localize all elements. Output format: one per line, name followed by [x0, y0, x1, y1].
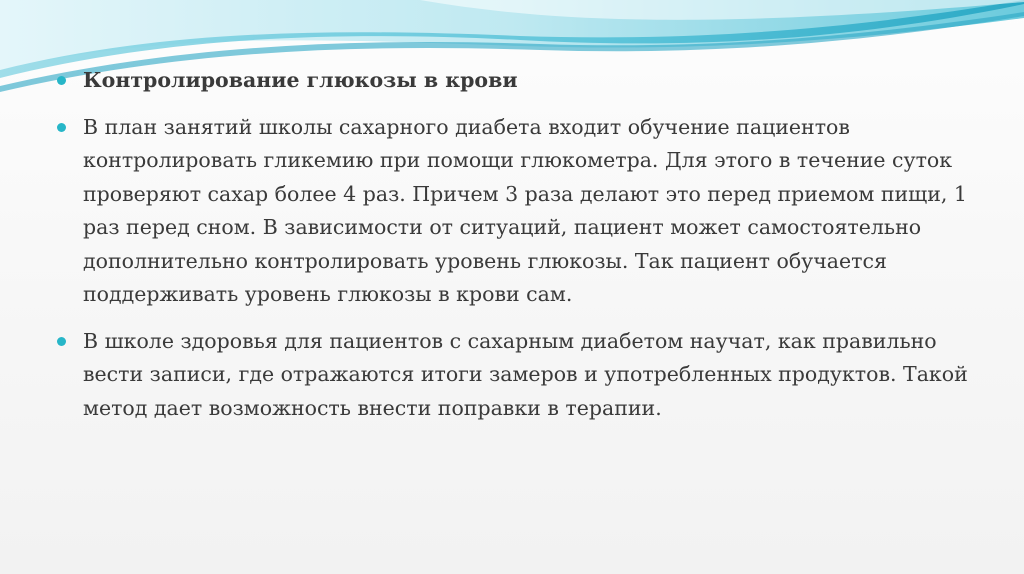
bullet-dot-icon — [57, 76, 66, 85]
bullet-text: В план занятий школы сахарного диабета входит обучение пациентов контролировать гликемию при помощи глюкометра. Для этого в течение суток проверяют сахар более 4 раз. Причем 3 раза делают это перед приемом пищи, 1 раз перед сном. В зависимости от ситуаций, пациент может самостоятельно дополнительно контролировать уровень глюкозы. Так пациент обучается поддерживать уровень глюкозы в крови сам. — [83, 114, 967, 306]
bullet-item-glucometer — [55, 111, 975, 312]
bullet-item-records — [55, 325, 975, 426]
slide-content — [55, 64, 975, 438]
bullet-dot-icon — [57, 337, 66, 346]
bullet-item-heading — [55, 64, 975, 98]
bullet-dot-icon — [57, 123, 66, 132]
bullet-text: Контролирование глюкозы в крови — [83, 68, 518, 92]
bullet-text: В школе здоровья для пациентов с сахарным диабетом научат, как правильно вести записи, где отражаются итоги замеров и употребленных продуктов. Такой метод дает возможность внести поправки в терапии. — [83, 328, 968, 420]
